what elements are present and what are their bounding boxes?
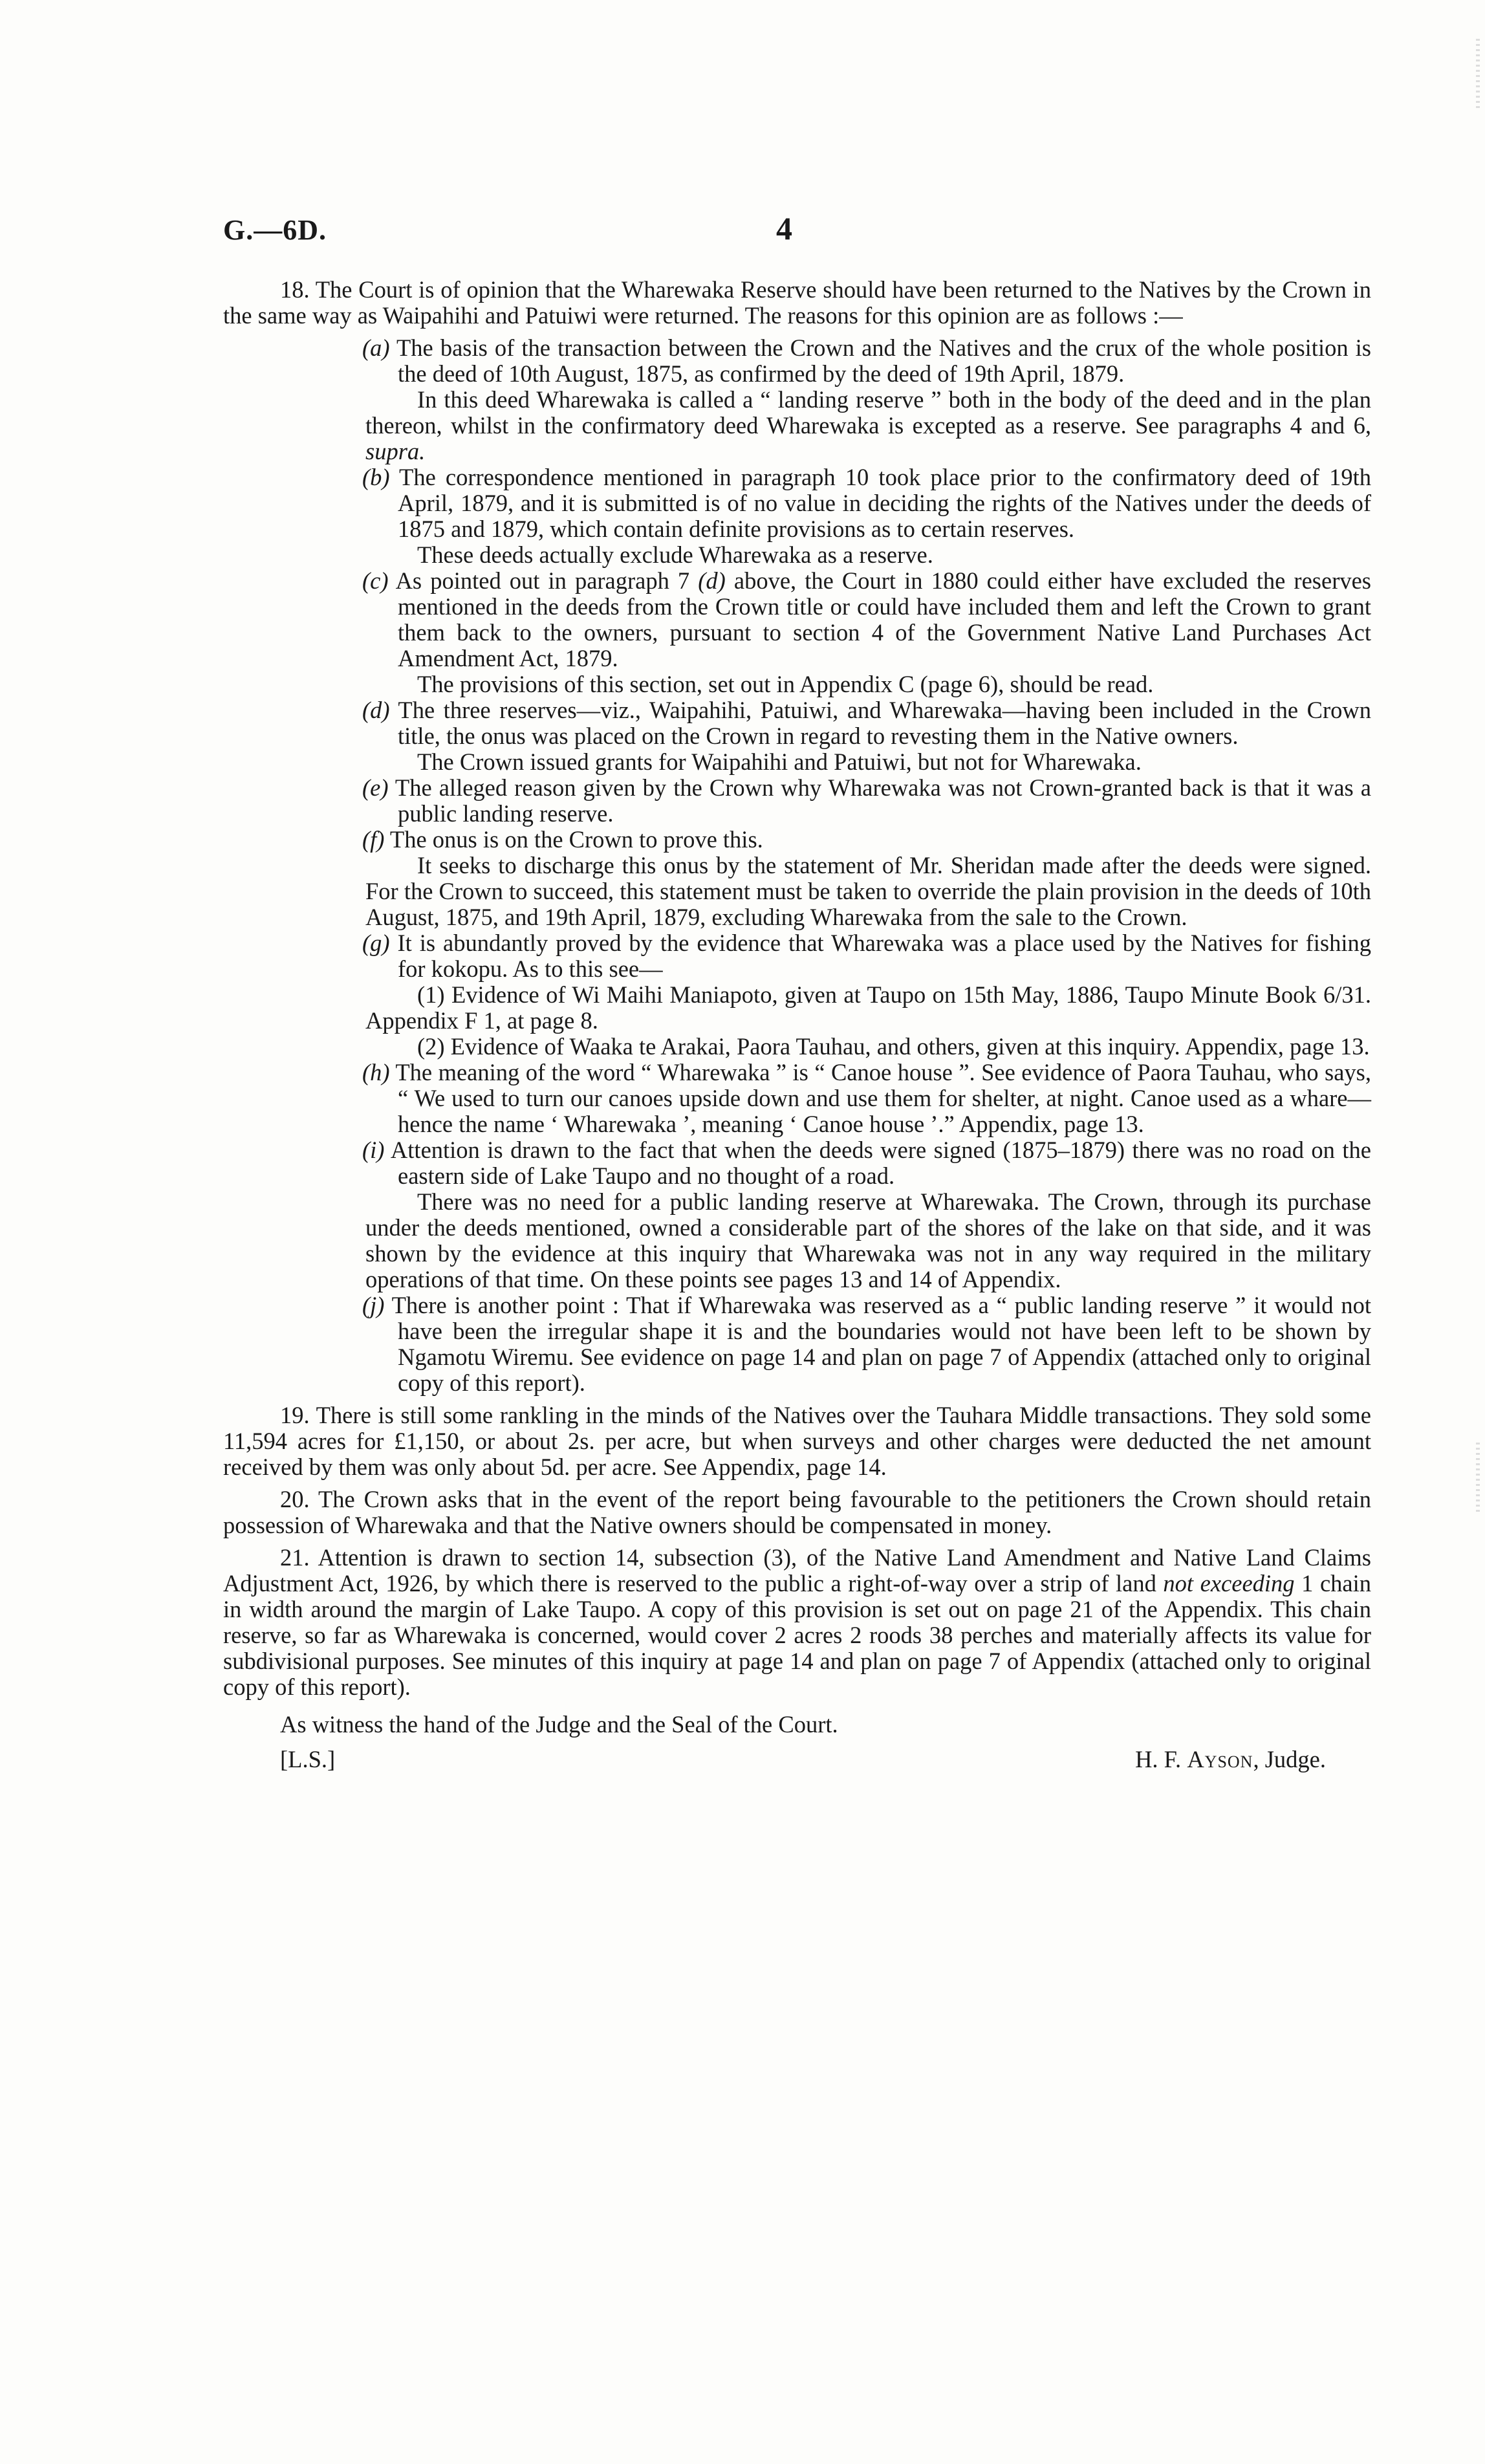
paragraph-21-italic: not exceeding: [1163, 1570, 1295, 1597]
item-label: (b): [362, 464, 390, 490]
paragraph-21-text: 1 chain in width around the margin of Lake Taupo. A copy of this provision is set out on page 21 of the Appendix. This chain reserve, so far as Wharewaka is concerned, would cover 2 acres 2 roods 38 perches and materially affects its value for subdivisional purposes. See minutes of this inquiry at page 14 and plan on page 7 of Appendix (attached only to original copy of this report).: [223, 1570, 1372, 1700]
paragraph-18-item-d-sub: The Crown issued grants for Waipahihi and Patuiwi, but not for Wharewaka.: [417, 748, 1142, 775]
paragraph-18-item-g-sub-2: (2) Evidence of Waaka te Arakai, Paora Tauhau, and others, given at this inquiry. Appendix, page 13.: [417, 1033, 1370, 1060]
item-text: The meaning of the word “ Wharewaka ” is “ Canoe house ”. See evidence of Paora Tauhau, who says, “ We used to turn our canoes upside down and use them for shelter, at night. Canoe used as a whare—hence the name ‘ Wharewaka ’, meaning ‘ Canoe house ’.” Appendix, page 13.: [395, 1059, 1372, 1137]
item-text: Attention is drawn to the fact that when the deeds were signed (1875–1879) there was no road on the eastern side of Lake Taupo and no thought of a road.: [390, 1137, 1371, 1189]
item-label: (e): [362, 774, 389, 801]
item-text: As pointed out in paragraph 7: [395, 567, 690, 594]
paragraph-18-item-f-sub: It seeks to discharge this onus by the statement of Mr. Sheridan made after the deeds were signed. For the Crown to succeed, this statement must be taken to override the plain provision in the deeds of 10th August, 1875, and 19th April, 1879, excluding Wharewaka from the sale to the Crown.: [365, 852, 1371, 930]
paragraph-18-item-c: [223, 568, 1371, 671]
paragraph-18-item-a-sub: [223, 387, 1371, 464]
paragraph-18-item-g: [223, 930, 1371, 982]
item-text: The onus is on the Crown to prove this.: [389, 826, 763, 853]
paragraph-18-item-j: [223, 1292, 1371, 1396]
paragraph-18-item-e: [223, 775, 1371, 827]
paragraph-21-text: 21. Attention is drawn to section 14, subsection (3), of the Native Land Amendment and Native Land Claims Adjustment Act, 1926, by which there is reserved to the public a right-of-way over a strip of land: [223, 1544, 1371, 1597]
item-label: (i): [362, 1137, 385, 1163]
item-text: The alleged reason given by the Crown why Wharewaka was not Crown-granted back is that it was a public landing reserve.: [395, 774, 1371, 827]
signature-row: [223, 1747, 1371, 1780]
item-subtext: In this deed Wharewaka is called a “ landing reserve ” both in the body of the deed and in the plan thereon, whilst in the confirmatory deed Wharewaka is excepted as a reserve. See paragraphs 4 and 6,: [365, 386, 1371, 439]
item-label: (a): [362, 334, 390, 361]
signature-initials: H. F.: [1135, 1746, 1182, 1772]
item-label: (f): [362, 826, 385, 853]
signature-title: , Judge.: [1253, 1746, 1326, 1772]
item-label: (c): [362, 567, 389, 594]
witness-clause: As witness the hand of the Judge and the Seal of the Court.: [280, 1711, 838, 1738]
paragraph-18-item-h: [223, 1060, 1371, 1137]
paragraph-21: [223, 1545, 1371, 1700]
item-subtext-italic: supra.: [365, 438, 426, 464]
paragraph-19: 19. There is still some rankling in the minds of the Natives over the Tauhara Middle transactions. They sold some 11,594 acres for £1,150, or about 2s. per acre, but when surveys and other charges were deducted the net amount received by them was only about 5d. per acre. See Appendix, page 14.: [223, 1402, 1371, 1480]
item-text: It is abundantly proved by the evidence that Wharewaka was a place used by the Natives for fishing for kokopu. As to this see—: [397, 930, 1372, 982]
item-label: (h): [362, 1059, 390, 1085]
paragraph-18-item-f: [223, 827, 1371, 853]
item-text: The basis of the transaction between the Crown and the Natives and the crux of the whole position is the deed of 10th August, 1875, as confirmed by the deed of 19th April, 1879.: [396, 334, 1372, 387]
paragraph-20: 20. The Crown asks that in the event of the report being favourable to the petitioners the Crown should retain possession of Wharewaka and that the Native owners should be compensated in money.: [223, 1486, 1371, 1538]
paragraph-18-item-c-sub: The provisions of this section, set out in Appendix C (page 6), should be read.: [417, 671, 1154, 697]
paragraph-18-item-a: [223, 335, 1371, 387]
paragraph-18-item-i-sub: There was no need for a public landing reserve at Wharewaka. The Crown, through its purchase under the deeds mentioned, owned a considerable part of the shores of the lake on that side, and it was shown by the evidence at this inquiry that Wharewaka was not in any way required in the military operations of that time. On these points see pages 13 and 14 of Appendix.: [365, 1188, 1371, 1292]
paragraph-18-item-d: [223, 697, 1371, 749]
signature-name: Ayson: [1187, 1746, 1253, 1772]
item-text: There is another point : That if Wharewaka was reserved as a “ public landing reserve ” it would not have been the irregular shape it is and the boundaries would not have been left to be shown by Ngamotu Wiremu. See evidence on page 14 and plan on page 7 of Appendix (attached only to original copy of this report).: [391, 1292, 1371, 1396]
document-reference: G.—6D.: [223, 214, 327, 246]
paragraph-18-intro: 18. The Court is of opinion that the Wharewaka Reserve should have been returned to the Natives by the Crown in the same way as Waipahihi and Patuiwi were returned. The reasons for this opinion are as follows :—: [223, 276, 1371, 329]
document-body: [223, 277, 1371, 1780]
item-text: The three reserves—viz., Waipahihi, Patuiwi, and Wharewaka—having been included in the Crown title, the onus was placed on the Crown in regard to revesting them in the Native owners.: [398, 697, 1371, 749]
scan-edge-mark: [1476, 39, 1480, 110]
paragraph-18-item-b-sub: These deeds actually exclude Wharewaka as a reserve.: [417, 541, 933, 568]
seal-mark: [L.S.]: [280, 1746, 336, 1772]
scan-edge-mark: [1476, 1443, 1480, 1514]
paragraph-18-item-g-sub-1: (1) Evidence of Wi Maihi Maniapoto, given at Taupo on 15th May, 1886, Taupo Minute Book 6/31. Appendix F 1, at page 8.: [365, 981, 1371, 1034]
paragraph-18-item-b: [223, 464, 1371, 542]
item-label: (g): [362, 930, 390, 956]
item-text-italic: (d): [698, 567, 726, 594]
item-label: (j): [362, 1292, 385, 1318]
page-header: [223, 210, 1371, 259]
judge-signature: [1135, 1747, 1326, 1772]
page-number: 4: [776, 210, 792, 246]
item-text: The correspondence mentioned in paragraph 10 took place prior to the confirmatory deed of 19th April, 1879, and it is submitted is of no value in deciding the rights of the Natives under the deeds of 1875 and 1879, which contain definite provisions as to certain reserves.: [398, 464, 1371, 542]
paragraph-18-item-i: [223, 1137, 1371, 1189]
item-text: above, the Court in 1880 could either have excluded the reserves mentioned in the deeds from the Crown title or could have included them and left the Crown to grant them back to the owners, pursuant to section 4 of the Government Native Land Purchases Act Amendment Act, 1879.: [398, 567, 1371, 671]
item-label: (d): [362, 697, 390, 723]
